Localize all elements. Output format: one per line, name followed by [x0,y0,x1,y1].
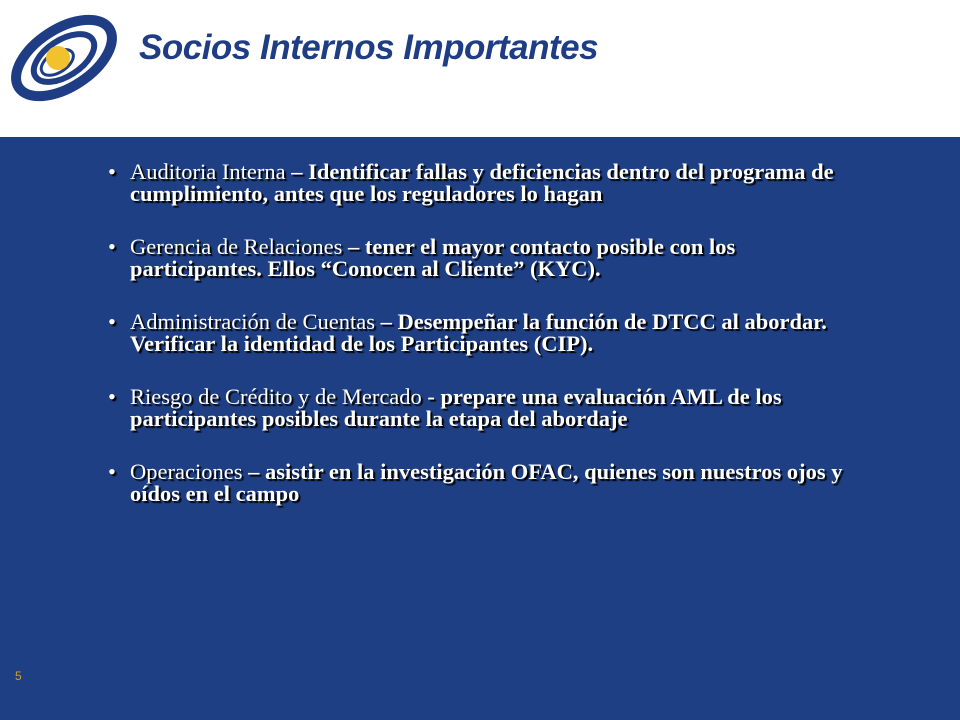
bullet-item-gerencia-relaciones [108,236,868,280]
bullet-description: – Identificar fallas y deficiencias dentro del programa de cumplimiento, antes que los reguladores lo hagan [130,159,834,206]
bullet-description: – asistir en la investigación OFAC, quienes son nuestros ojos y oídos en el campo [130,459,843,506]
bullet-role: Operaciones [130,459,243,484]
bullet-description: – tener el mayor contacto posible con los participantes. Ellos “Conocen al Cliente” (KYC). [130,234,736,281]
bullet-item-auditoria-interna [108,161,868,205]
bullet-item-operaciones [108,461,868,505]
orbit-logo-icon [4,8,124,108]
slide-header [0,0,960,137]
bullet-role: Gerencia de Relaciones [130,234,343,259]
bullet-marker: • [108,309,116,334]
bullet-item-administracion-cuentas [108,311,868,355]
bullet-marker: • [108,234,116,259]
bullet-description: - prepare una evaluación AML de los participantes posibles durante la etapa del abordaje [130,384,782,431]
bullet-marker: • [108,384,116,409]
bullet-marker: • [108,159,116,184]
bullet-marker: • [108,459,116,484]
bullet-description: – Desempeñar la función de DTCC al abordar. Verificar la identidad de los Participantes (CIP). [130,309,827,356]
page-number: 5 [15,669,22,683]
bullet-item-riesgo-credito-mercado [108,386,868,430]
bullet-role: Auditoria Interna [130,159,286,184]
content-panel [0,137,960,720]
slide-title: Socios Internos Importantes [139,28,599,67]
bullet-list [108,161,868,536]
bullet-role: Riesgo de Crédito y de Mercado [130,384,422,409]
bullet-role: Administración de Cuentas [130,309,375,334]
